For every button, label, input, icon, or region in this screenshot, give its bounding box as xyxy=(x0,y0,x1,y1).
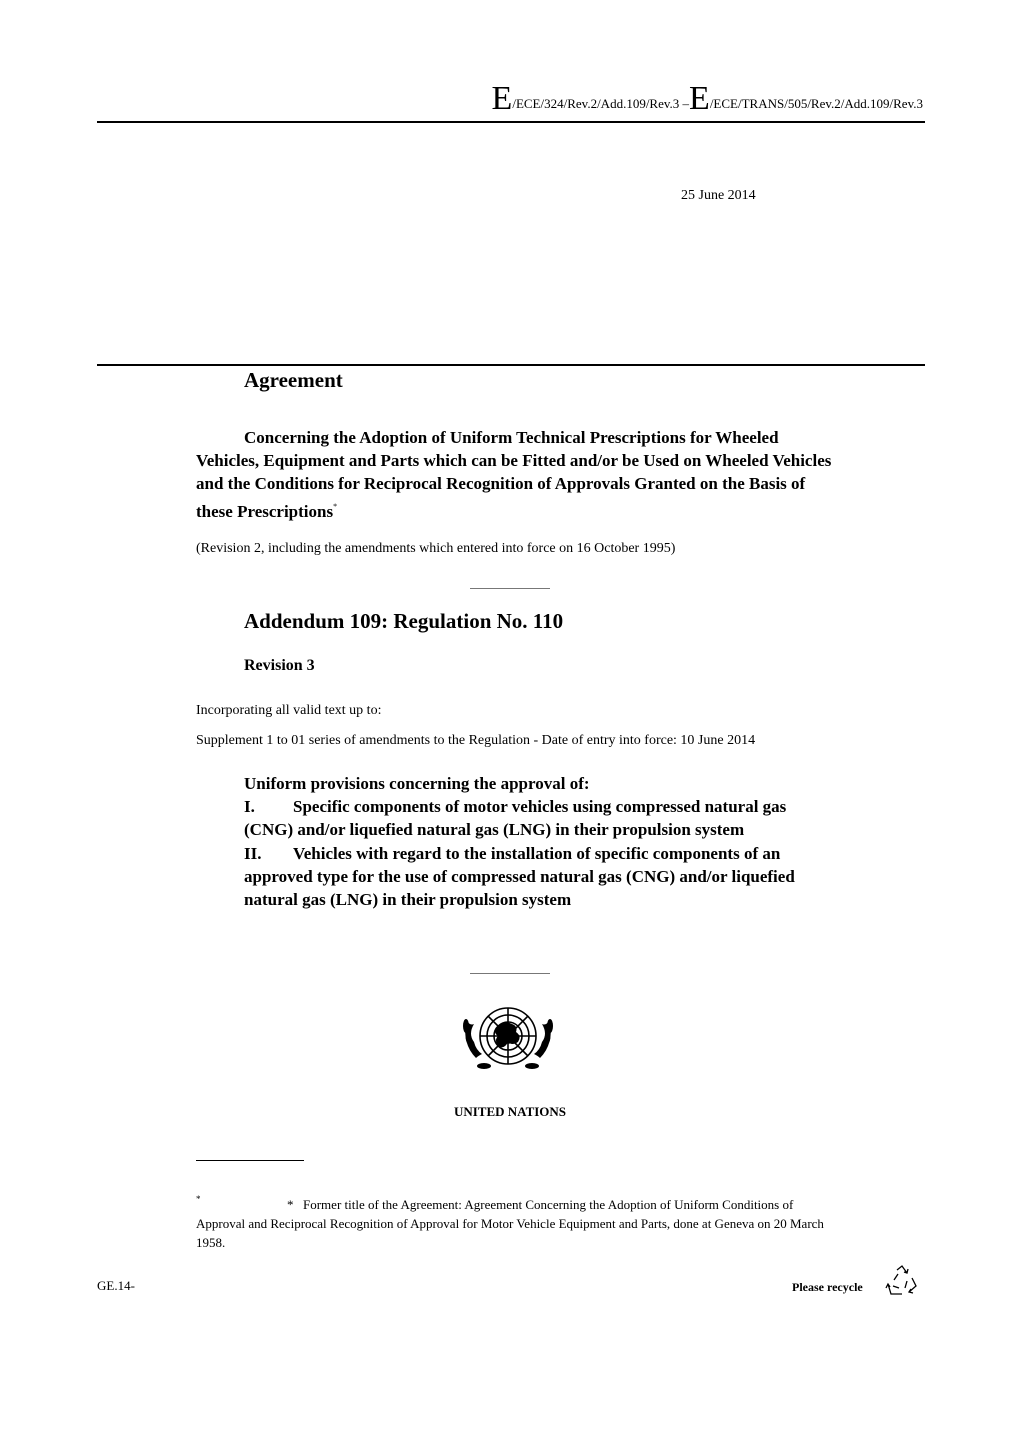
incorporating-text: Incorporating all valid text up to: xyxy=(196,703,382,718)
provision-text: Specific components of motor vehicles using compressed natural gas (CNG) and/or liquefied natural gas (LNG) in their propulsion system xyxy=(244,797,787,840)
document-date: 25 June 2014 xyxy=(681,188,756,203)
footnote-star: * xyxy=(287,1197,294,1212)
revision-label: Revision 3 xyxy=(244,657,315,674)
supplement-text: Supplement 1 to 01 series of amendments to the Regulation - Date of entry into force: 10 June 2014 xyxy=(196,733,756,748)
header-rule xyxy=(97,121,925,123)
agreement-title: Agreement xyxy=(244,368,343,392)
symbol-letter-1: E xyxy=(491,80,513,117)
footnote-reference[interactable]: * xyxy=(333,502,338,511)
symbol-letter-2: E xyxy=(689,80,710,117)
provision-text: Vehicles with regard to the installation of specific components of an approved type for the use of compressed natural gas (CNG) and/or liquefied natural gas (LNG) in their propulsion system xyxy=(244,843,795,910)
ge-number: GE.14- xyxy=(97,1278,135,1293)
agreement-subtitle xyxy=(196,426,836,523)
addendum-title: Addendum 109: Regulation No. 110 xyxy=(244,609,564,633)
document-symbol xyxy=(492,82,923,116)
uniform-provisions xyxy=(244,772,804,911)
recycle-label: Please recycle xyxy=(792,1280,863,1294)
separator-rule-2 xyxy=(470,973,550,974)
footnote-mark: * xyxy=(196,1194,201,1204)
revision-note: (Revision 2, including the amendments which entered into force on 16 October 1995) xyxy=(196,541,676,556)
recycle-icon xyxy=(885,1264,919,1298)
provision-number: II. xyxy=(244,843,262,863)
footnote-text: Former title of the Agreement: Agreement Concerning the Adoption of Uniform Conditions of Approval and Reciprocal Recognition of Approval for Motor Vehicle Equipment and Parts, done at Geneva on 20 March 1958. xyxy=(196,1197,824,1250)
footnote-rule xyxy=(196,1160,304,1161)
agreement-subtitle-text: Concerning the Adoption of Uniform Technical Prescriptions for Wheeled Vehicles, Equipment and Parts which can be Fitted and/or be Used on Wheeled Vehicles and the Conditions for Reciprocal Recognition of Approvals Granted on the Basis of these Prescriptions xyxy=(196,428,832,521)
provision-number: I. xyxy=(244,797,255,817)
footnote xyxy=(196,1195,826,1252)
title-rule xyxy=(97,364,925,366)
provision-item-1 xyxy=(244,795,804,841)
separator-rule-1 xyxy=(470,588,550,589)
provision-item-2 xyxy=(244,842,804,912)
provisions-heading: Uniform provisions concerning the approval of: xyxy=(244,774,590,793)
symbol-part-1: /ECE/324/Rev.2/Add.109/Rev.3 – xyxy=(512,96,690,111)
organization-name: UNITED NATIONS xyxy=(453,1104,567,1119)
symbol-part-2: /ECE/TRANS/505/Rev.2/Add.109/Rev.3 xyxy=(709,96,923,111)
un-emblem-icon xyxy=(452,996,564,1080)
